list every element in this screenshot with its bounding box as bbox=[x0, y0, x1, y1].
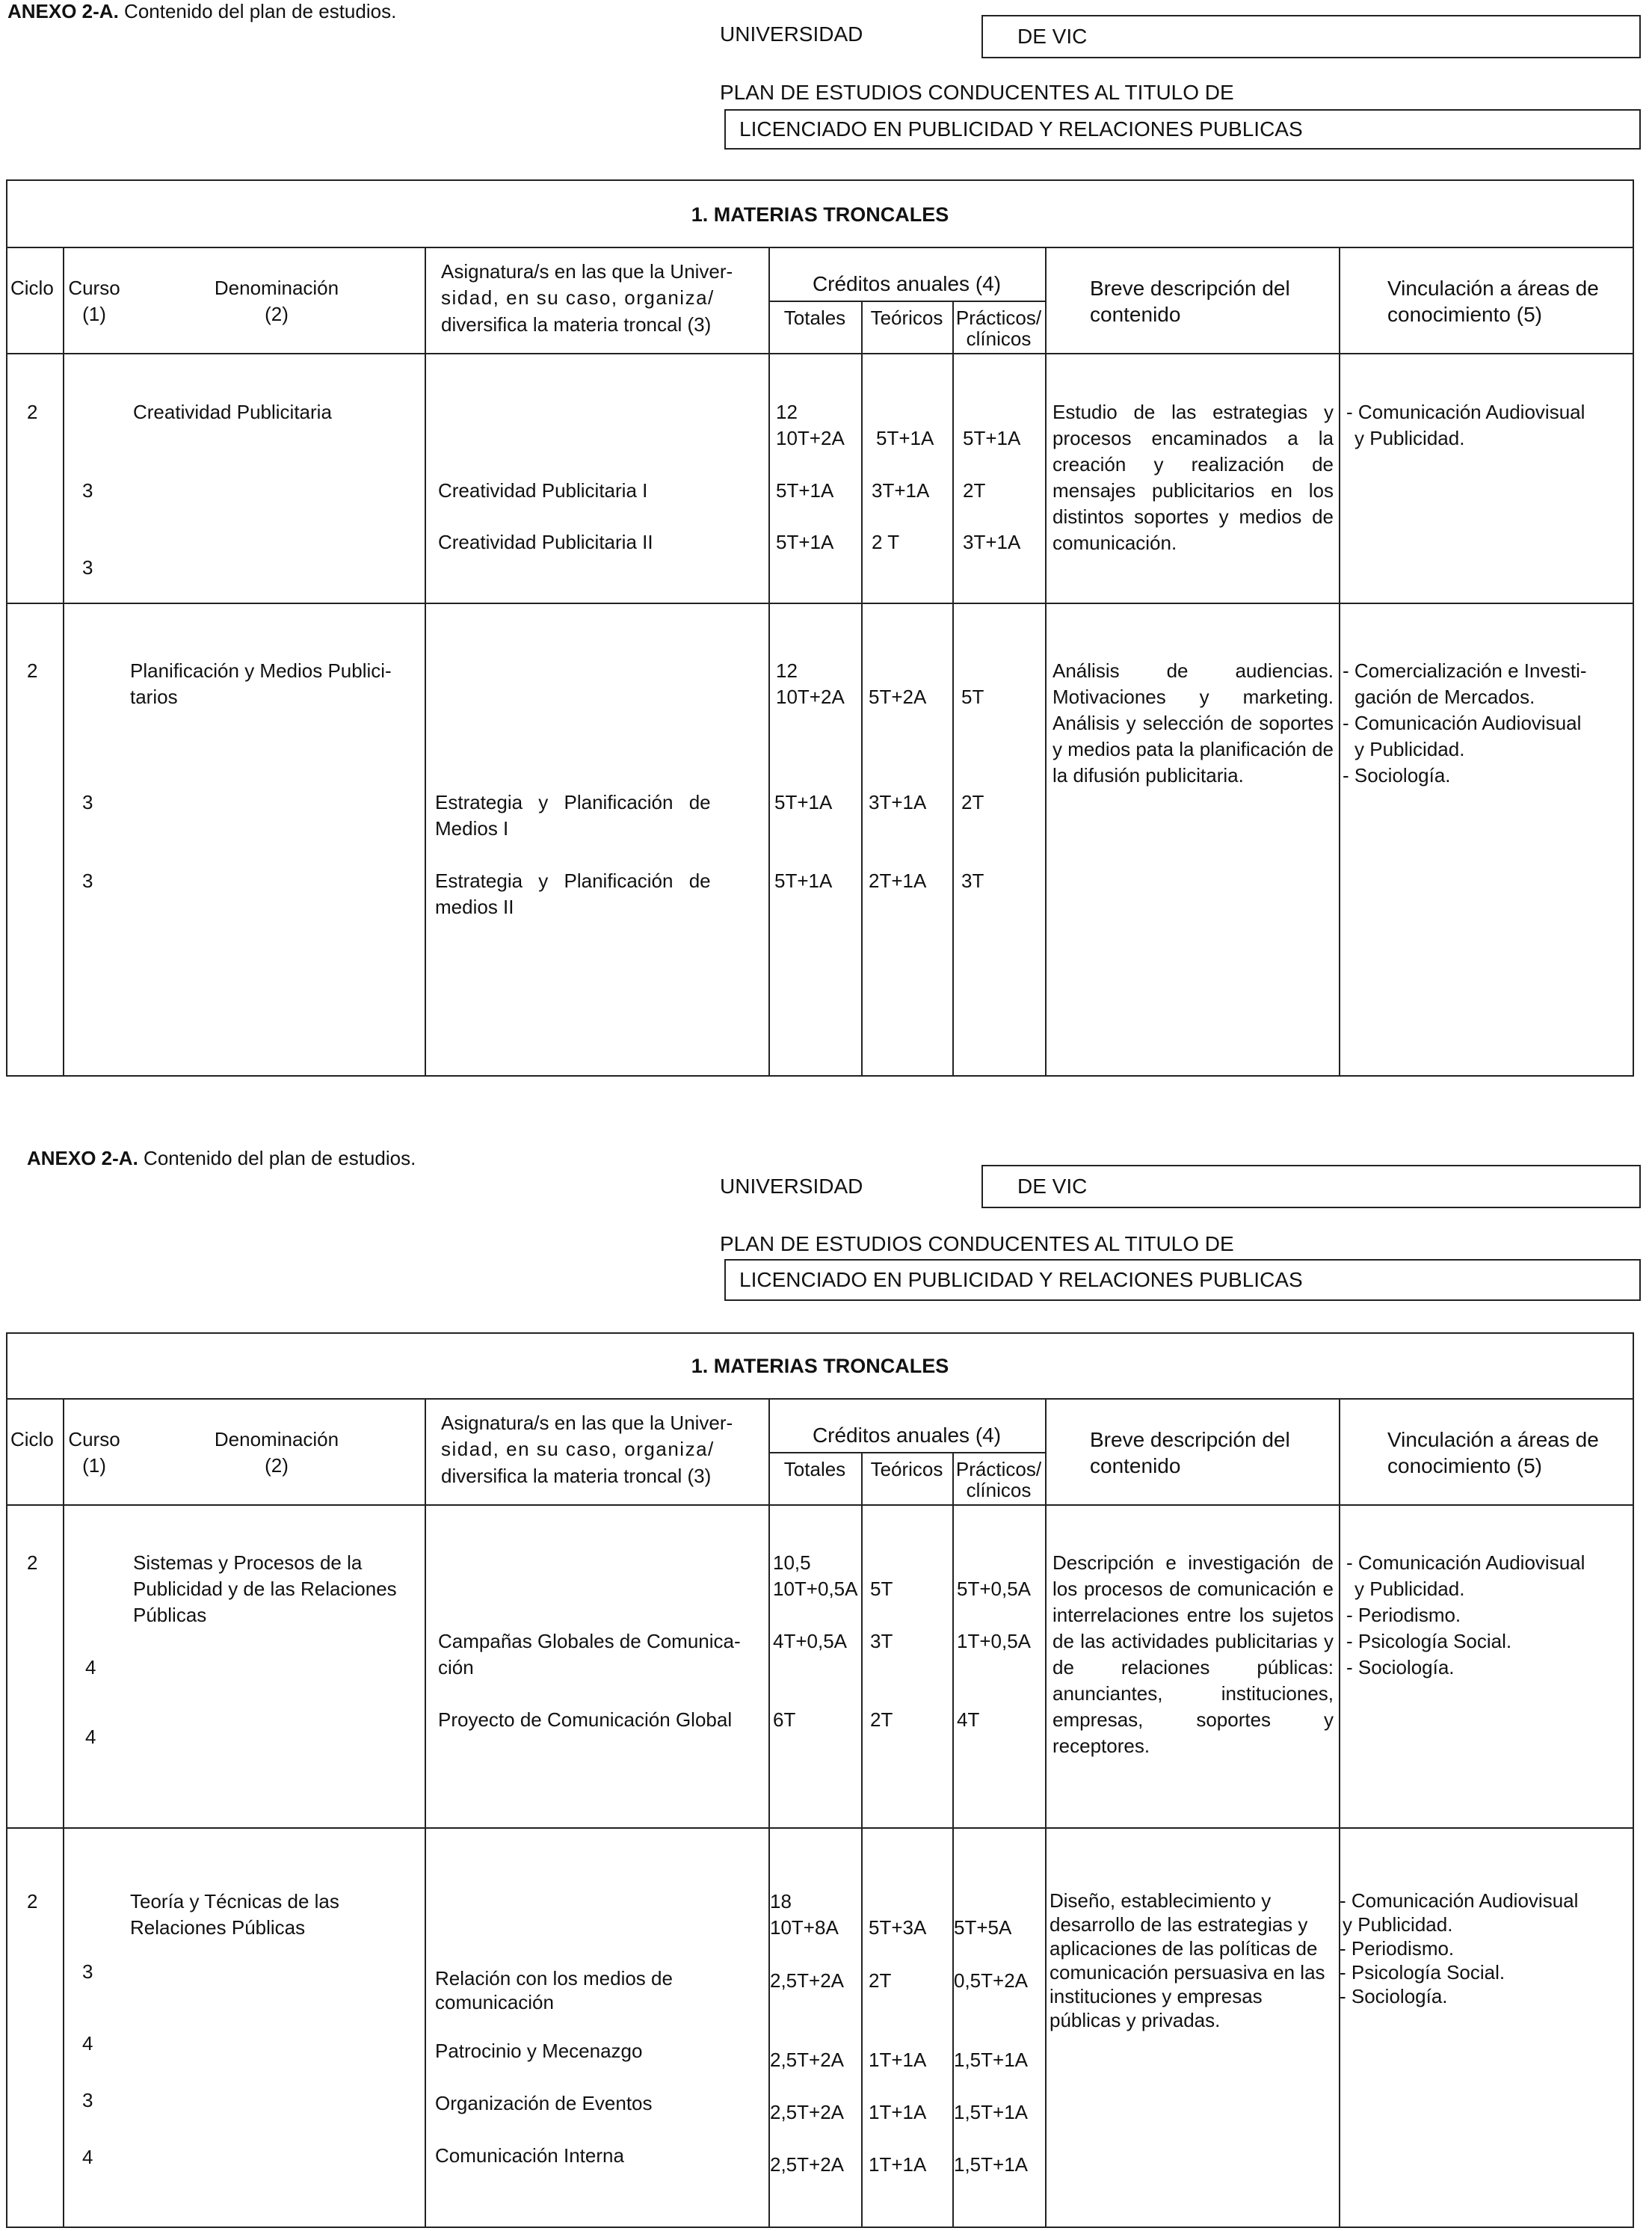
plan-value: LICENCIADO EN PUBLICIDAD Y RELACIONES PUBLICAS bbox=[739, 1268, 1303, 1291]
universidad-box bbox=[981, 1165, 1641, 1208]
header-vinc-1: Vinculación a áreas de bbox=[1387, 277, 1599, 300]
section-title: 1. MATERIAS TRONCALES bbox=[691, 203, 949, 226]
area-item: y Publicidad. bbox=[1343, 1913, 1453, 1936]
header-denominacion: Denominación bbox=[214, 1428, 339, 1450]
universidad-value: DE VIC bbox=[1017, 1175, 1088, 1198]
header-ciclo: Ciclo bbox=[10, 1428, 54, 1450]
curso-value: 3 bbox=[82, 556, 93, 579]
curso-value: 4 bbox=[82, 2032, 93, 2055]
curso-value: 4 bbox=[82, 2146, 93, 2168]
divider bbox=[6, 247, 1634, 248]
divider bbox=[6, 1827, 1634, 1829]
ciclo-value: 2 bbox=[27, 659, 38, 682]
header-creditos: Créditos anuales (4) bbox=[812, 272, 1002, 295]
materia-name: Publicidad y de las Relaciones bbox=[133, 1578, 397, 1600]
divider bbox=[768, 1452, 1045, 1453]
asignatura-totales: 4T+0,5A bbox=[773, 1630, 848, 1652]
curso-value: 3 bbox=[82, 2089, 93, 2111]
plan-box bbox=[724, 1259, 1641, 1301]
area-item: - Psicología Social. bbox=[1340, 1961, 1505, 1984]
header-teoricos: Teóricos bbox=[870, 1458, 943, 1480]
creditos-practicos: 5T bbox=[961, 686, 984, 708]
header-totales: Totales bbox=[783, 1458, 846, 1480]
header-breve-2: contenido bbox=[1090, 303, 1181, 326]
asignatura-teoricos: 1T+1A bbox=[869, 2049, 927, 2071]
header-totales: Totales bbox=[783, 307, 846, 329]
header-asignatura-3: diversifica la materia troncal (3) bbox=[441, 313, 712, 336]
universidad-box bbox=[981, 15, 1641, 58]
materia-name: Sistemas y Procesos de la bbox=[133, 1551, 363, 1574]
header-teoricos: Teóricos bbox=[870, 307, 943, 329]
header-asignatura-3: diversifica la materia troncal (3) bbox=[441, 1465, 712, 1487]
area-item: - Comunicación Audiovisual bbox=[1346, 1551, 1585, 1574]
header-curso: Curso bbox=[68, 1428, 120, 1450]
divider bbox=[952, 301, 954, 1077]
creditos-teoricos: 5T bbox=[870, 1578, 893, 1600]
creditos-totales: 10T+0,5A bbox=[773, 1578, 858, 1600]
asignatura-practicos: 1,5T+1A bbox=[954, 2101, 1029, 2123]
annex-rest: Contenido del plan de estudios. bbox=[118, 0, 397, 22]
divider bbox=[768, 247, 770, 1077]
asignatura-practicos: 3T bbox=[961, 870, 984, 892]
asignatura-name: Medios I bbox=[435, 817, 509, 840]
asignatura-totales: 2,5T+2A bbox=[770, 1969, 845, 1992]
asignatura-totales: 5T+1A bbox=[774, 870, 833, 892]
ciclo-value: 2 bbox=[27, 1551, 38, 1574]
area-item: - Periodismo. bbox=[1346, 1604, 1461, 1626]
divider bbox=[1339, 1398, 1340, 2228]
divider bbox=[63, 247, 64, 1077]
plan-value: LICENCIADO EN PUBLICIDAD Y RELACIONES PUBLICAS bbox=[739, 117, 1303, 141]
annex-bold: ANEXO 2-A. bbox=[7, 0, 119, 22]
universidad-label: UNIVERSIDAD bbox=[720, 22, 863, 46]
area-item: - Comunicación Audiovisual bbox=[1343, 712, 1582, 734]
asignatura-totales: 2,5T+2A bbox=[770, 2101, 845, 2123]
annex-bold: ANEXO 2-A. bbox=[27, 1147, 138, 1169]
asignatura-practicos: 2T bbox=[961, 791, 984, 813]
divider bbox=[1339, 247, 1340, 1077]
divider bbox=[768, 301, 1045, 302]
curso-value: 4 bbox=[85, 1656, 96, 1678]
universidad-label: UNIVERSIDAD bbox=[720, 1175, 863, 1198]
header-asignatura-2: sidad, en su caso, organiza/ bbox=[441, 1438, 715, 1460]
asignatura-totales: 2,5T+2A bbox=[770, 2153, 845, 2176]
header-practicos-1: Prácticos/ bbox=[955, 1458, 1042, 1480]
divider bbox=[6, 1504, 1634, 1506]
divider bbox=[6, 1398, 1634, 1400]
area-item: y Publicidad. bbox=[1354, 1578, 1465, 1600]
divider bbox=[63, 1398, 64, 2228]
header-breve-1: Breve descripción del bbox=[1090, 1428, 1290, 1451]
header-ciclo: Ciclo bbox=[10, 277, 54, 299]
asignatura-name: Comunicación Interna bbox=[435, 2144, 624, 2167]
descripcion: Análisis de audiencias. Motivaciones y marketing. Análisis y selección de soportes y medios pata la planificación de la difusión publicitaria. bbox=[1052, 659, 1334, 787]
area-item: y Publicidad. bbox=[1354, 427, 1465, 449]
materia-name: Planificación y Medios Publici- bbox=[130, 659, 392, 682]
curso-value: 3 bbox=[82, 791, 93, 813]
header-asignatura-2: sidad, en su caso, organiza/ bbox=[441, 286, 715, 309]
asignatura-totales: 2,5T+2A bbox=[770, 2049, 845, 2071]
header-creditos: Créditos anuales (4) bbox=[812, 1424, 1002, 1447]
header-curso-num: (1) bbox=[82, 303, 106, 325]
asignatura-teoricos: 2T+1A bbox=[869, 870, 927, 892]
asignatura-totales: 6T bbox=[773, 1708, 796, 1731]
descripcion: Descripción e investigación de los procesos de comunicación e interrelaciones entre los sujetos de las actividades publicitarias y de relaciones públicas: anunciantes, instituciones, empresas, soportes y receptores. bbox=[1052, 1551, 1334, 1757]
asignatura-teoricos: 3T+1A bbox=[869, 791, 927, 813]
plan-box bbox=[724, 109, 1641, 150]
header-curso-num: (1) bbox=[82, 1454, 106, 1477]
creditos-totales: 10T+2A bbox=[776, 686, 845, 708]
header-breve-2: contenido bbox=[1090, 1454, 1181, 1477]
area-item: - Psicología Social. bbox=[1346, 1630, 1512, 1652]
asignatura-totales: 5T+1A bbox=[776, 531, 834, 553]
asignatura-name: Relación con los medios de bbox=[435, 1967, 673, 1990]
area-item: - Comunicación Audiovisual bbox=[1346, 401, 1585, 423]
creditos-totales: 10T+2A bbox=[776, 427, 845, 449]
creditos-practicos: 5T+0,5A bbox=[957, 1578, 1032, 1600]
creditos-practicos: 5T+5A bbox=[954, 1916, 1012, 1939]
asignatura-practicos: 1,5T+1A bbox=[954, 2153, 1029, 2176]
header-breve-1: Breve descripción del bbox=[1090, 277, 1290, 300]
asignatura-teoricos: 2T bbox=[869, 1969, 892, 1992]
asignatura-name: Creatividad Publicitaria I bbox=[438, 479, 648, 502]
area-item: - Periodismo. bbox=[1340, 1937, 1455, 1960]
asignatura-name: Campañas Globales de Comunica- bbox=[438, 1630, 741, 1652]
header-denominacion-num: (2) bbox=[265, 303, 289, 325]
area-item: - Sociología. bbox=[1346, 1656, 1455, 1678]
materia-name: Creatividad Publicitaria bbox=[133, 401, 332, 423]
creditos-total: 10,5 bbox=[773, 1551, 811, 1574]
asignatura-name: Estrategia y Planificación de bbox=[435, 870, 711, 892]
asignatura-name: Organización de Eventos bbox=[435, 2092, 653, 2114]
asignatura-name: Patrocinio y Mecenazgo bbox=[435, 2040, 643, 2062]
divider bbox=[6, 603, 1634, 604]
divider bbox=[425, 1398, 426, 2228]
creditos-total: 12 bbox=[776, 401, 798, 423]
universidad-value: DE VIC bbox=[1017, 25, 1088, 48]
descripcion: Diseño, establecimiento y desarrollo de las estrategias y aplicaciones de las políticas de comunicación persuasiva en las instituciones y empresas públicas y privadas. bbox=[1050, 1889, 1325, 2031]
area-item: y Publicidad. bbox=[1354, 738, 1465, 760]
descripcion: Estudio de las estrategias y procesos encaminados a la creación y realización de mensajes publicitarios en los distintos soportes y medios de comunicación. bbox=[1052, 401, 1334, 554]
asignatura-practicos: 1T+0,5A bbox=[957, 1630, 1032, 1652]
asignatura-teoricos: 1T+1A bbox=[869, 2101, 927, 2123]
area-item: - Comunicación Audiovisual bbox=[1340, 1889, 1579, 1912]
divider bbox=[6, 353, 1634, 354]
header-practicos-2: clínicos bbox=[966, 1479, 1032, 1501]
asignatura-totales: 5T+1A bbox=[776, 479, 834, 502]
asignatura-practicos: 0,5T+2A bbox=[954, 1969, 1029, 1992]
annex-title bbox=[7, 0, 396, 23]
materia-name: Públicas bbox=[133, 1604, 207, 1626]
ciclo-value: 2 bbox=[27, 1890, 38, 1912]
header-denominacion-num: (2) bbox=[265, 1454, 289, 1477]
area-item: - Sociología. bbox=[1343, 764, 1451, 787]
asignatura-name: medios II bbox=[435, 896, 514, 918]
asignatura-name: comunicación bbox=[435, 1991, 554, 2013]
asignatura-teoricos: 1T+1A bbox=[869, 2153, 927, 2176]
asignatura-practicos: 3T+1A bbox=[963, 531, 1021, 553]
area-item: - Sociología. bbox=[1340, 1985, 1448, 2007]
divider bbox=[1045, 1398, 1047, 2228]
curso-value: 3 bbox=[82, 870, 93, 892]
materia-name: tarios bbox=[130, 686, 178, 708]
creditos-practicos: 5T+1A bbox=[963, 427, 1021, 449]
asignatura-name: Creatividad Publicitaria II bbox=[438, 531, 653, 553]
divider bbox=[861, 301, 863, 1077]
asignatura-teoricos: 3T+1A bbox=[872, 479, 930, 502]
divider bbox=[861, 1452, 863, 2228]
creditos-teoricos: 5T+3A bbox=[869, 1916, 927, 1939]
creditos-teoricos: 5T+2A bbox=[869, 686, 927, 708]
asignatura-name: Estrategia y Planificación de bbox=[435, 791, 711, 813]
curso-value: 4 bbox=[85, 1726, 96, 1748]
creditos-total: 12 bbox=[776, 659, 798, 682]
asignatura-practicos: 1,5T+1A bbox=[954, 2049, 1029, 2071]
materia-name: Relaciones Públicas bbox=[130, 1916, 306, 1939]
materia-name: Teoría y Técnicas de las bbox=[130, 1890, 339, 1912]
asignatura-practicos: 2T bbox=[963, 479, 986, 502]
annex-title bbox=[27, 1147, 416, 1170]
header-denominacion: Denominación bbox=[214, 277, 339, 299]
header-practicos-1: Prácticos/ bbox=[955, 307, 1042, 329]
section-title: 1. MATERIAS TRONCALES bbox=[691, 1355, 949, 1377]
header-asignatura-1: Asignatura/s en las que la Univer- bbox=[441, 260, 733, 283]
asignatura-name: ción bbox=[438, 1656, 474, 1678]
creditos-teoricos: 5T+1A bbox=[876, 427, 934, 449]
curso-value: 3 bbox=[82, 479, 93, 502]
area-item: - Comercialización e Investi- bbox=[1343, 659, 1587, 682]
divider bbox=[1045, 247, 1047, 1077]
header-asignatura-1: Asignatura/s en las que la Univer- bbox=[441, 1412, 733, 1434]
plan-label: PLAN DE ESTUDIOS CONDUCENTES AL TITULO DE bbox=[720, 1232, 1234, 1255]
ciclo-value: 2 bbox=[27, 401, 38, 423]
header-practicos-2: clínicos bbox=[966, 327, 1032, 350]
creditos-totales: 10T+8A bbox=[770, 1916, 839, 1939]
curso-value: 3 bbox=[82, 1960, 93, 1983]
asignatura-teoricos: 2T bbox=[870, 1708, 893, 1731]
asignatura-teoricos: 3T bbox=[870, 1630, 893, 1652]
divider bbox=[425, 247, 426, 1077]
header-vinc-2: conocimiento (5) bbox=[1387, 1454, 1542, 1477]
header-vinc-1: Vinculación a áreas de bbox=[1387, 1428, 1599, 1451]
header-vinc-2: conocimiento (5) bbox=[1387, 303, 1542, 326]
asignatura-practicos: 4T bbox=[957, 1708, 980, 1731]
annex-rest: Contenido del plan de estudios. bbox=[138, 1147, 416, 1169]
creditos-total: 18 bbox=[770, 1890, 792, 1912]
asignatura-teoricos: 2 T bbox=[872, 531, 900, 553]
area-item: gación de Mercados. bbox=[1354, 686, 1535, 708]
header-curso: Curso bbox=[68, 277, 120, 299]
asignatura-name: Proyecto de Comunicación Global bbox=[438, 1708, 733, 1731]
asignatura-totales: 5T+1A bbox=[774, 791, 833, 813]
plan-label: PLAN DE ESTUDIOS CONDUCENTES AL TITULO DE bbox=[720, 81, 1234, 104]
